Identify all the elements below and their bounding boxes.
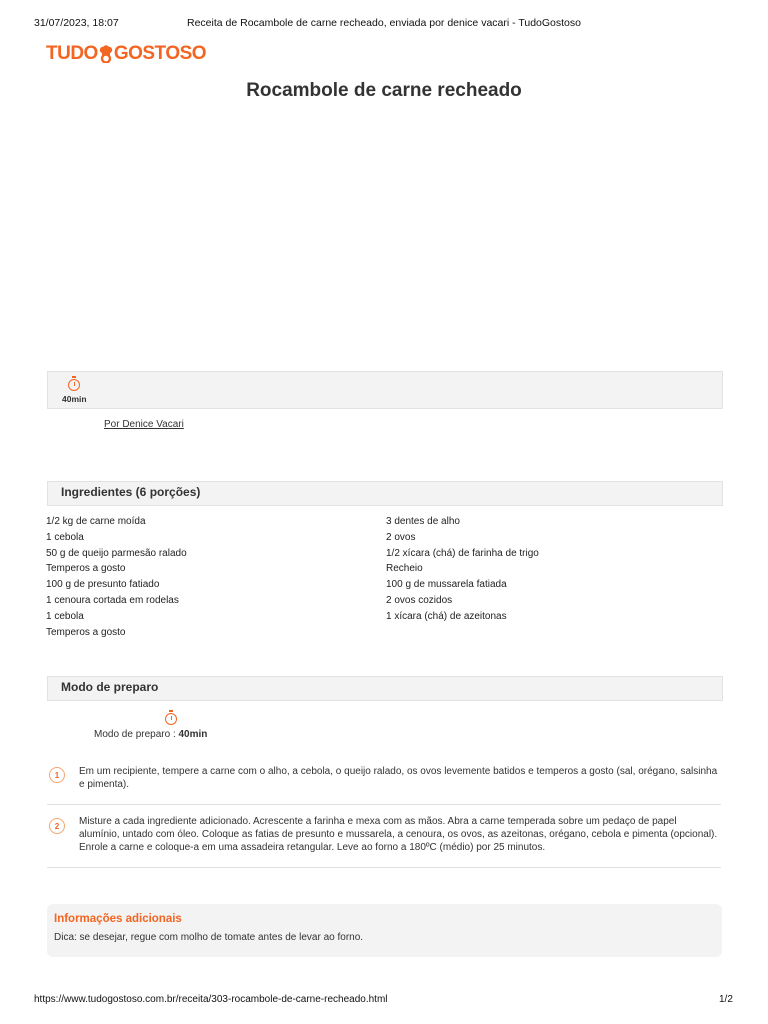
ingredients-left-column <box>46 514 187 640</box>
ingredient-item: Temperos a gosto <box>46 626 126 638</box>
step-divider <box>47 804 721 805</box>
logo-text-tudo: TUDO <box>46 43 98 64</box>
ingredient-item: 1/2 kg de carne moída <box>46 516 146 527</box>
timer-icon <box>165 713 177 725</box>
ingredient-item: 1/2 xícara (chá) de farinha de trigo <box>386 547 539 559</box>
step-number: 1 <box>49 767 65 783</box>
ingredient-item: 100 g de mussarela fatiada <box>386 579 507 591</box>
ingredient-item: 1 xícara (chá) de azeitonas <box>386 610 507 622</box>
print-datetime: 31/07/2023, 18:07 <box>34 17 119 29</box>
recipe-time-box <box>47 371 723 409</box>
ingredients-title: Ingredientes (6 porções) <box>61 485 201 499</box>
step-number: 2 <box>49 818 65 834</box>
print-document-title: Receita de Rocambole de carne recheado, enviada por denice vacari - TudoGostoso <box>187 17 581 29</box>
author-link[interactable]: Por Denice Vacari <box>104 419 184 430</box>
site-logo[interactable] <box>46 43 206 65</box>
step-text: Em um recipiente, tempere a carne com o alho, a cebola, o queijo ralado, os ovos levemente batidos e temperos a gosto (sal, orégano, salsinha e pimenta). <box>79 766 718 790</box>
step-divider <box>47 867 721 868</box>
preparation-time-value: 40min <box>178 729 208 740</box>
step-text: Misture a cada ingrediente adicionado. Acrescente a farinha e mexa com as mãos. Abra a carne temperada sobre um pedaço de papel alumínio, untado com óleo. Coloque as fatias de presunto e mussarela, a cenoura, os ovos, as azeitonas, orégano, cebola e pimenta (opcional). Enrole a carne e coloque-a em uma assadeira retangular. Leve ao forno a 180ºC (médio) por 25 minutos. <box>79 816 718 853</box>
additional-info-title: Informações adicionais <box>54 913 182 925</box>
recipe-title: Rocambole de carne recheado <box>246 80 522 101</box>
ingredients-right-column <box>386 514 539 625</box>
preparation-time-label: Modo de preparo : <box>94 729 176 740</box>
preparation-time <box>94 729 207 740</box>
ingredient-item: 50 g de queijo parmesão ralado <box>46 547 187 559</box>
timer-icon <box>68 379 80 391</box>
logo-text-gostoso: GOSTOSO <box>113 43 207 64</box>
ingredient-item: 1 cebola <box>46 610 84 622</box>
ingredient-item: 3 dentes de alho <box>386 516 460 527</box>
additional-info-text: Dica: se desejar, regue com molho de tomate antes de levar ao forno. <box>54 932 364 943</box>
ingredient-item: 100 g de presunto fatiado <box>46 579 160 591</box>
ingredient-item: 1 cenoura cortada em rodelas <box>46 594 179 606</box>
ingredient-item: Temperos a gosto <box>46 563 126 575</box>
ingredient-item: 1 cebola <box>46 531 84 543</box>
preparation-title: Modo de preparo <box>61 680 159 694</box>
page-number: 1/2 <box>719 994 733 1005</box>
total-time: 40min <box>62 394 87 404</box>
additional-info-box <box>47 904 722 957</box>
chef-hat-icon <box>99 45 113 63</box>
ingredient-item: Recheio <box>386 563 423 575</box>
print-footer-url: https://www.tudogostoso.com.br/receita/303-rocambole-de-carne-recheado.html <box>34 994 388 1005</box>
ingredient-item: 2 ovos cozidos <box>386 594 453 606</box>
ingredient-item: 2 ovos <box>386 531 416 543</box>
